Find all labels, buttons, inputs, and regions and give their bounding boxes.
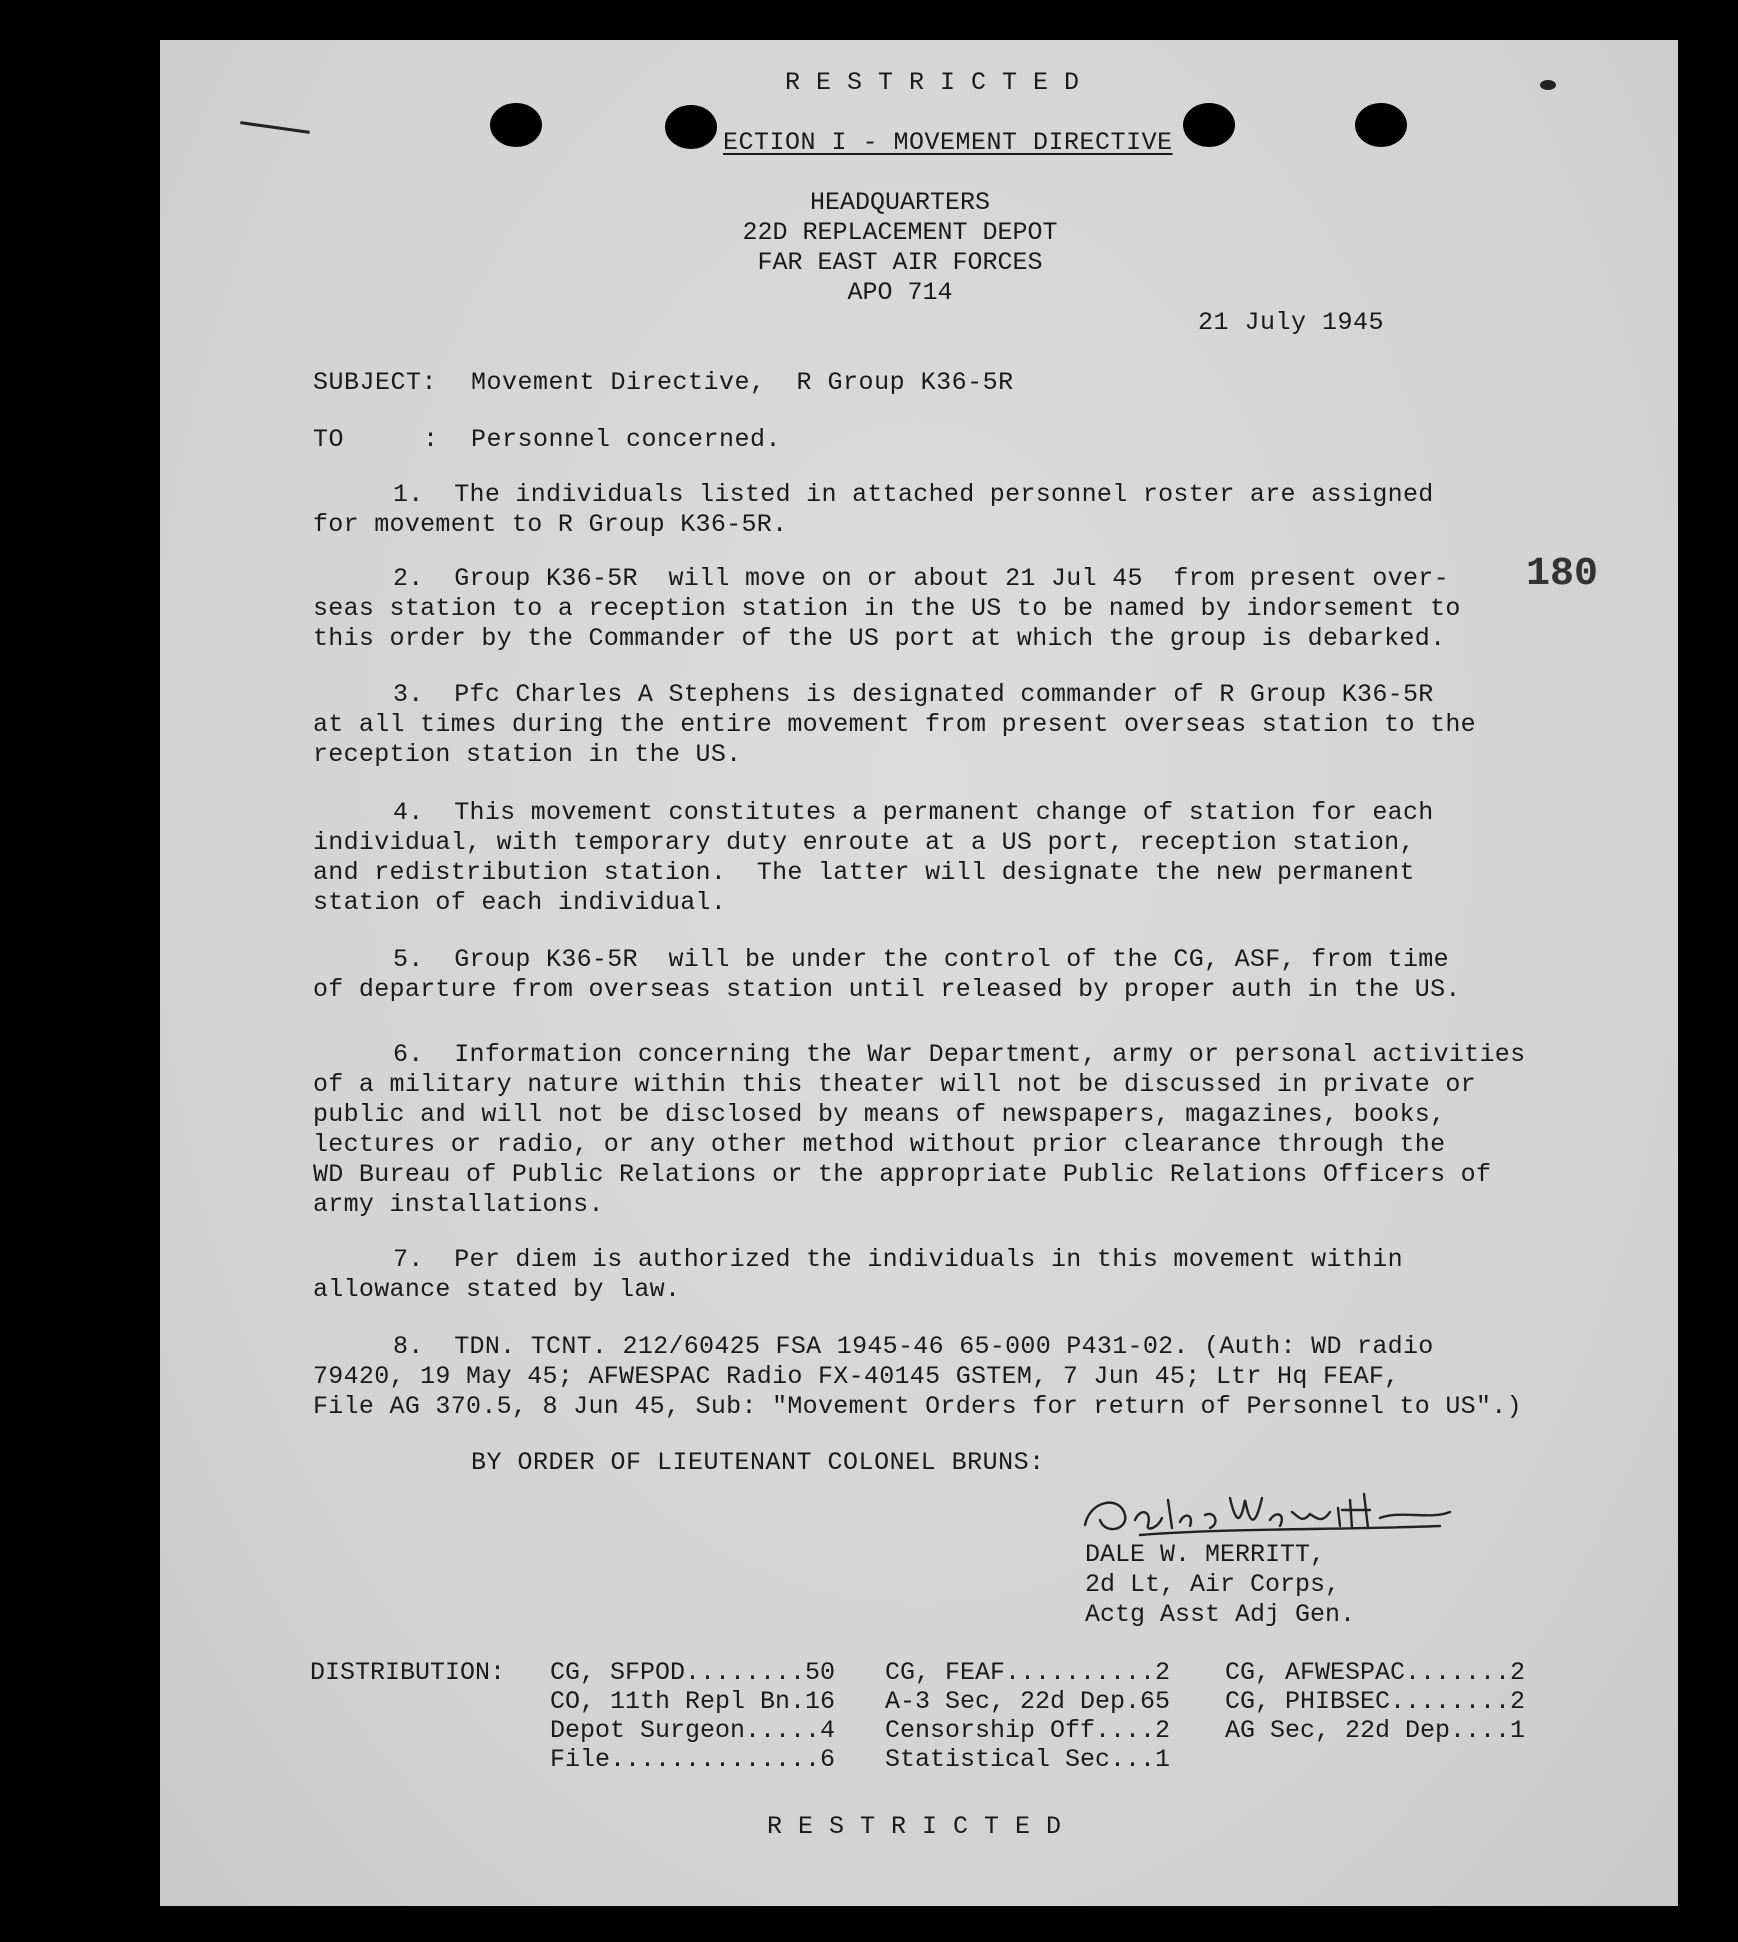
margin-stamp-number: 180	[1526, 552, 1599, 597]
ink-smudge	[240, 121, 310, 134]
distribution-cell: CG, FEAF..........2	[885, 1658, 1171, 1687]
table-row	[310, 1687, 1535, 1716]
headquarters-block	[600, 188, 1200, 308]
hq-line: HEADQUARTERS	[809, 188, 991, 217]
hq-line: 22D REPLACEMENT DEPOT	[742, 218, 1058, 247]
distribution-cell: AG Sec, 22d Dep....1	[1225, 1716, 1526, 1745]
signer-title: Actg Asst Adj Gen.	[1085, 1600, 1356, 1629]
signer-name: DALE W. MERRITT,	[1085, 1540, 1326, 1569]
distribution-table	[310, 1658, 1535, 1774]
distribution-cell: CG, AFWESPAC.......2	[1225, 1658, 1526, 1687]
distribution-label: DISTRIBUTION:	[310, 1658, 506, 1687]
punch-hole	[665, 105, 717, 149]
signer-rank: 2d Lt, Air Corps,	[1085, 1570, 1341, 1599]
paragraph-8: 8. TDN. TCNT. 212/60425 FSA 1945-46 65-000 P431-02. (Auth: WD radio 79420, 19 May 45; AFWESPAC Radio FX-40145 GSTEM, 7 Jun 45; Ltr Hq FEAF, File AG 370.5, 8 Jun 45, Sub: "Movement Orders for return of Personnel to US".)	[313, 1332, 1522, 1421]
paragraph-2: 2. Group K36-5R will move on or about 21 Jul 45 from present over- seas station to a reception station in the US to be named by indorsement to this order by the Commander of the US port at which the group is debarked.	[313, 564, 1461, 653]
subject-value: Movement Directive, R Group K36-5R	[471, 368, 1014, 397]
signature-block	[1085, 1540, 1355, 1630]
distribution-cell: CG, PHIBSEC........2	[1225, 1687, 1526, 1716]
to-colon: :	[423, 425, 439, 454]
table-row	[310, 1716, 1535, 1745]
order-line: BY ORDER OF LIEUTENANT COLONEL BRUNS:	[471, 1448, 1045, 1477]
distribution-cell	[1225, 1745, 1535, 1774]
distribution-cell: Statistical Sec...1	[885, 1745, 1171, 1774]
distribution-cell: Censorship Off....2	[885, 1716, 1171, 1745]
paragraph-7: 7. Per diem is authorized the individuals in this movement within allowance stated by law.	[313, 1245, 1403, 1304]
section-title: ECTION I - MOVEMENT DIRECTIVE	[723, 128, 1173, 157]
document-date: 21 July 1945	[1198, 308, 1385, 337]
classification-top: R E S T R I C T E D	[785, 68, 1080, 97]
subject-label: SUBJECT:	[313, 368, 438, 397]
classification-bottom: R E S T R I C T E D	[767, 1812, 1062, 1841]
hq-line: FAR EAST AIR FORCES	[757, 248, 1043, 277]
hq-line: APO 714	[847, 278, 953, 307]
paragraph-1: 1. The individuals listed in attached personnel roster are assigned for movement to R Group K36-5R.	[313, 480, 1434, 539]
distribution-cell: CO, 11th Repl Bn.16	[550, 1687, 836, 1716]
punch-hole	[1183, 103, 1235, 147]
distribution-cell: A-3 Sec, 22d Dep.65	[885, 1687, 1171, 1716]
punch-hole	[1355, 103, 1407, 147]
ink-smudge	[1540, 80, 1556, 90]
paragraph-3: 3. Pfc Charles A Stephens is designated commander of R Group K36-5R at all times during the entire movement from present overseas station to the reception station in the US.	[313, 680, 1476, 769]
table-row	[310, 1658, 1535, 1687]
distribution-cell: Depot Surgeon.....4	[550, 1716, 836, 1745]
table-row	[310, 1745, 1535, 1774]
to-value: Personnel concerned.	[471, 425, 782, 454]
paragraph-5: 5. Group K36-5R will be under the control of the CG, ASF, from time of departure from overseas station until released by proper auth in the US.	[313, 945, 1461, 1004]
document-page	[160, 40, 1678, 1906]
punch-hole	[490, 103, 542, 147]
paragraph-6: 6. Information concerning the War Department, army or personal activities of a military nature within this theater will not be discussed in private or public and will not be disclosed by means of newspapers, magazines, books, lectures or radio, or any other method without prior clearance through the WD Bureau of Public Relations or the appropriate Public Relations Officers of army installations.	[313, 1040, 1526, 1219]
distribution-cell: File..............6	[550, 1745, 836, 1774]
to-label: TO	[313, 425, 345, 454]
distribution-cell: CG, SFPOD........50	[550, 1658, 836, 1687]
paragraph-4: 4. This movement constitutes a permanent change of station for each individual, with temporary duty enroute at a US port, reception station, and redistribution station. The latter will designate the new permanent station of each individual.	[313, 798, 1434, 917]
